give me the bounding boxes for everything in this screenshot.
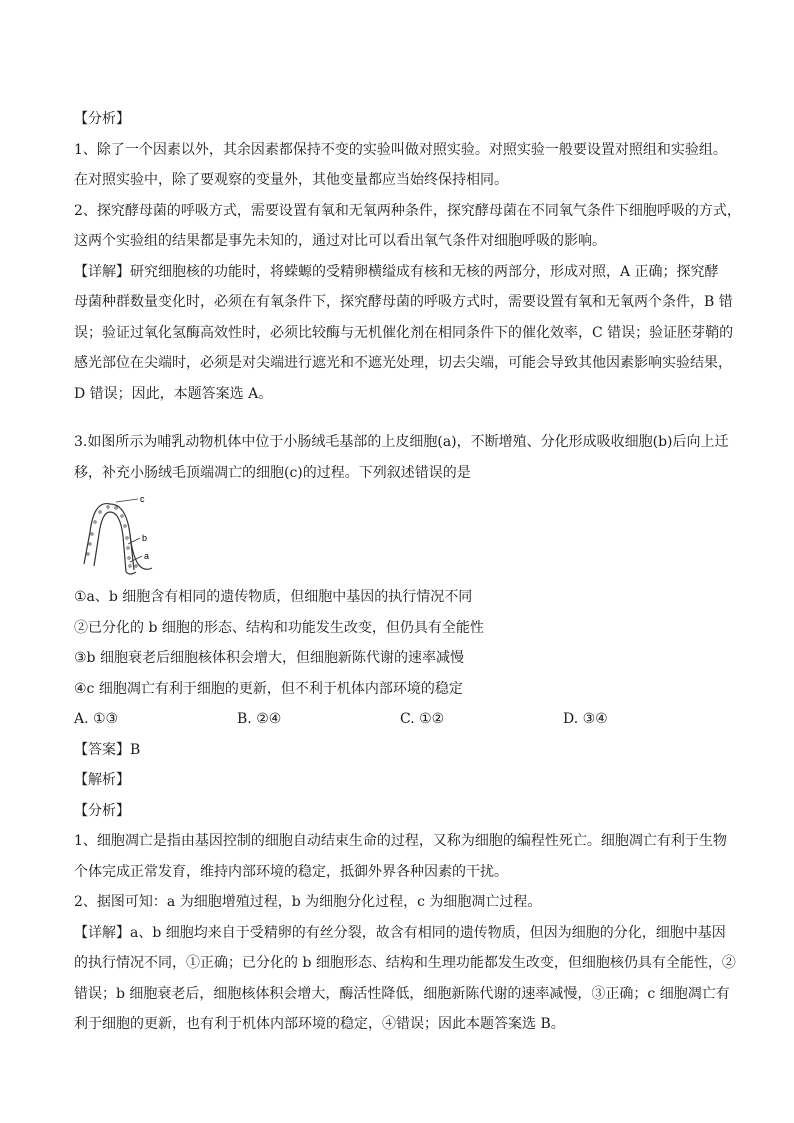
statement-3: ③b 细胞衰老后细胞核体积会增大，但细胞新陈代谢的速率减慢 xyxy=(74,650,464,666)
detail-line-1: 【详解】研究细胞核的功能时，将蝾螈的受精卵横缢成有核和无核的两部分，形成对照，A 正确；探究酵 xyxy=(74,263,719,280)
label-b-leader xyxy=(128,538,140,544)
detail-line-3: 误；验证过氧化氢酶高效性时，必须比较酶与无机催化剂在相同条件下的催化效率，C 错误；验证胚芽鞘的 xyxy=(74,324,734,341)
villus-inner xyxy=(94,512,126,572)
answer-options xyxy=(74,704,734,735)
detail-line-2: 母菌种群数量变化时，必须在有氧条件下，探究酵母菌的呼吸方式时，需要设置有氧和无氧两个条件，B 错 xyxy=(74,294,733,310)
analysis-2-para-2: 2、据图可知：a 为细胞增殖过程，b 为细胞分化过程，c 为细胞凋亡过程。 xyxy=(74,894,542,910)
analysis-para-2a: 2、探究酵母菌的呼吸方式，需要设置有氧和无氧两种条件，探究酵母菌在不同氧气条件下细胞呼吸的方式， xyxy=(74,202,741,219)
label-a: a xyxy=(144,551,150,561)
option-a: A. ①③ xyxy=(74,711,119,727)
villus-figure xyxy=(80,494,180,576)
label-c-leader xyxy=(116,499,138,502)
analysis-2-para-1b: 个体完成正常发育，维持内部环境的稳定，抵御外界各种因素的干扰。 xyxy=(74,863,508,880)
option-c: C. ①② xyxy=(400,711,445,727)
analysis-heading: 【分析】 xyxy=(74,111,130,127)
analysis-para-1b: 在对照实验中，除了要观察的变量外，其他变量都应当始终保持相同。 xyxy=(74,172,508,188)
label-b: b xyxy=(142,533,148,543)
villus-crypt xyxy=(126,572,136,574)
statement-1: ①a、b 细胞含有相同的遗传物质，但细胞中基因的执行情况不同 xyxy=(74,589,473,605)
detail-2-line-3: 错误；b 细胞衰老后，细胞核体积会增大，酶活性降低，细胞新陈代谢的速率减慢，③正确；c 细胞凋亡有 xyxy=(74,985,730,1002)
option-b: B. ②④ xyxy=(237,711,282,727)
statement-2: ②已分化的 b 细胞的形态、结构和功能发生改变，但仍具有全能性 xyxy=(74,619,484,636)
villus-diagram xyxy=(80,494,180,576)
explanation-heading: 【解析】 xyxy=(74,772,130,788)
question-stem-1: 3.如图所示为哺乳动物机体中位于小肠绒毛基部的上皮细胞(a)，不断增殖、分化形成吸收细胞(b)后向上迁 xyxy=(74,434,729,450)
question-stem-2: 移，补充小肠绒毛顶端凋亡的细胞(c)的过程。下列叙述错误的是 xyxy=(74,464,471,481)
detail-2-line-2: 的执行情况不同，①正确；已分化的 b 细胞形态、结构和生理功能都发生改变，但细胞核仍具有全能性，② xyxy=(74,955,736,971)
option-d: D. ③④ xyxy=(563,711,608,727)
answer-line: 【答案】B xyxy=(74,741,141,758)
detail-2-line-1: 【详解】a、b 细胞均来自于受精卵的有丝分裂，故含有相同的遗传物质，但因为细胞的分化，细胞中基因 xyxy=(74,924,726,941)
analysis-para-1a: 1、除了一个因素以外，其余因素都保持不变的实验叫做对照实验。对照实验一般要设置对照组和实验组。 xyxy=(74,141,727,158)
detail-line-4: 感光部位在尖端时，必须是对尖端进行遮光和不遮光处理，切去尖端，可能会导致其他因素影响实验结果， xyxy=(74,355,732,371)
document-page xyxy=(74,104,741,1040)
statement-4: ④c 细胞凋亡有利于细胞的更新，但不利于机体内部环境的稳定 xyxy=(74,680,463,697)
analysis-para-2b: 这两个实验组的结果都是事先未知的，通过对比可以看出氧气条件对细胞呼吸的影响。 xyxy=(74,233,606,249)
label-c: c xyxy=(140,494,145,504)
detail-2-line-4: 利于细胞的更新，也有利于机体内部环境的稳定，④错误；因此本题答案选 B。 xyxy=(74,1016,565,1032)
analysis-heading-2: 【分析】 xyxy=(74,802,130,819)
detail-line-5: D 错误；因此，本题答案选 A。 xyxy=(74,385,273,402)
analysis-2-para-1a: 1、细胞凋亡是指由基因控制的细胞自动结束生命的过程，又称为细胞的编程性死亡。细胞凋亡有利于生物 xyxy=(74,833,727,849)
